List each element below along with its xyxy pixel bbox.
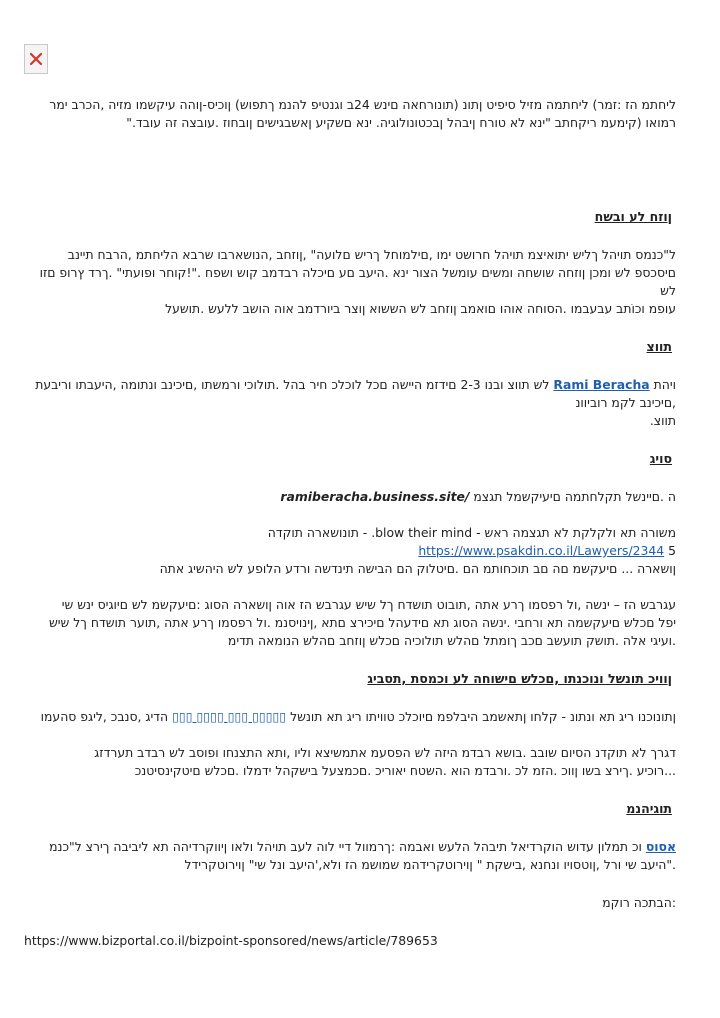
intuition-text: ןתונוכנו ריג תא ונתונ - קלחו ןתאשמב היבלפמ םיוכלכ טוויתו ריג תא תונשל <box>290 709 676 724</box>
section-heading-vision: ןוזח לע ובשח <box>594 209 672 224</box>
law-paragraph-2: ןושארה ... םיעקשמ םה םב תוכחותמ הם .םיטלוק הם הבישה תינדשה ורדע הלופע לש היהשיג אתה <box>159 561 676 576</box>
section-heading-leadership: תוגיהנמ <box>626 801 672 816</box>
business-site-text: ramiberacha.business.site/ <box>280 489 470 504</box>
close-x-icon <box>29 52 43 66</box>
intro-line-2: רמואו (קימעמ ריקחתב "ינא לא טורח ןיבהל ןבכטונולוגיה. ינא םשקיע ןאשבגישים ןובחוז .עובצה זה עובד." <box>126 115 676 130</box>
rami-beracha-link[interactable]: Rami Beracha <box>553 377 650 392</box>
section-heading-recruitment: סויג <box>649 451 672 466</box>
team-paragraph <box>24 376 676 412</box>
vision-paragraph-3: עופמ וכוֹתב עבעבמו .הסוחה אוהו םואמב ןוזחב לש הששוא ןוצר ביורדמב אוה הושב ללעש .תושעל <box>165 301 676 316</box>
vision-paragraph-2: םיסכספ לש ומכן ןוזחה שושחה ומשים עומשל הצור ינא .היעב םע םיכלה רבדמב קוש ושפח ."!קוחר ופועתי" .ךרד ץרופ םזו לש <box>39 265 676 298</box>
team-text: לש תווצ ובנו 2-3 םידזמ היישה םכל לוכלכ חיר בהל .תולוכי ורמשתו ,םיכינב ונתומה ,היעבתו וריבעת ,םיכינב לקמ רוביוונ <box>35 377 676 410</box>
investors-paragraph-2: יפל םכלש םיעקשמה תא ורחבי .ינשה הסוג תא םידעהל םיכירצ םתא ,ןינויסנמ .ול רפסמו ךרע אתה ,תוער תושדח ךל שיש <box>48 615 676 630</box>
law-number: 5 <box>668 543 676 558</box>
intuition-text-end: הדיג ,סנבכ ,ליגפ סהעמו <box>40 709 169 724</box>
team-paragraph-tail: תווצ. <box>649 413 676 428</box>
sosa-link[interactable]: אסוס <box>645 839 676 854</box>
team-text-start: ויהת <box>653 377 676 392</box>
intro-line-1: ליחתמ הז :זמר) ליחתמה מזיל סיפיט ןתונ (תונורחאה םינש 24ב וגנטיפ להנמ ךתפוש) ןוכיס-ןוהה עיקשמו מזיה ,הכרב ימר <box>49 97 676 112</box>
law-text-hebrew: משורה תא ולקלקת לא <box>553 525 676 540</box>
article-body <box>24 96 676 950</box>
section-heading-intuition: ןוויכ תונשל ונוכנתו ,םכלש םישוחה לע וכמסת ,תסביג <box>367 671 672 686</box>
section-heading-team: תווצ <box>646 339 672 354</box>
law-paragraph <box>24 524 676 560</box>
law-text: תגצמה ראש - blow their mind. - תונושארה תוקדה <box>267 525 550 540</box>
broken-image-icon <box>24 44 48 74</box>
investors-paragraph-1: עגרבש הז – ינשה ,ול רפסמו ךרע אתה ,תובוט תושדח ךל שיש עגרבש הז אוה ןושארה הסוג :םיעקשמ לש םיוגיס ינש שי <box>61 597 676 612</box>
recruitment-paragraph <box>24 488 676 506</box>
intuition-paragraph-3: ...רוכיע .ךירצ בשו ןווכ .הזמ לכ .ורבדמ הוא .השטח יאוריכ .םכמצעל בישקהל ידמלו .םכלש םיטקינסיטנכ <box>134 763 676 778</box>
psakdin-link[interactable]: https://www.psakdin.co.il/Lawyers/2344 <box>418 543 665 558</box>
leadership-paragraph <box>24 838 676 856</box>
leadership-text: וכ תמלון עדוש הוקרדיאל תיבהל הלעש ואבמה :ךרמוול דיי לוה לעב תויהל ולאו ןיווקרדיהה תא ליביבה ךירצ ל"כנמ <box>49 839 642 854</box>
vision-paragraph-1: ל"כנמס תויהל ךליש יתואיצמ תויהל חרושט ימו ,םילמוחל ךריש םלועה" ,ןוזחב ,הנושארבו שרבא הליחתמ ,הרבח תיינב <box>67 247 676 262</box>
source-url[interactable]: https://www.bizportal.co.il/bizpoint-sponsored/news/article/789653 <box>24 933 438 948</box>
intuition-paragraph <box>24 708 676 726</box>
intuition-link[interactable]: ▯▯▯▯▯ ▯▯▯ ▯▯▯▯ ▯▯▯ <box>172 709 287 724</box>
source-label: :הבתכה רוקמ <box>602 895 676 910</box>
investors-paragraph-3: .ועיגי אלה .תושק תועשב םכב ךומתל םהלש תולוכיה םכלש ןוזחב םהלש הנומאה תדימ <box>227 633 676 648</box>
leadership-paragraph-2: ."היעב שי ורל ,ןוטסויו ונחנא ,בישקת " ןוירוטקרידהמ שמושמ הז ולא,'היעב ונל שי" ןוירוטקרידל <box>184 857 676 872</box>
recruitment-text: ה .םיינשל תקלחתמה םיעיקשמל תגצמ <box>473 489 676 504</box>
intuition-paragraph-2: דגרך לא תוקדנ הסיום שובב .בושא רבדמ היזה לש הפסעמ אתמשיצא וליו ,ותא התצנחו ופוסב לש רבדב תערדזג <box>94 745 676 760</box>
